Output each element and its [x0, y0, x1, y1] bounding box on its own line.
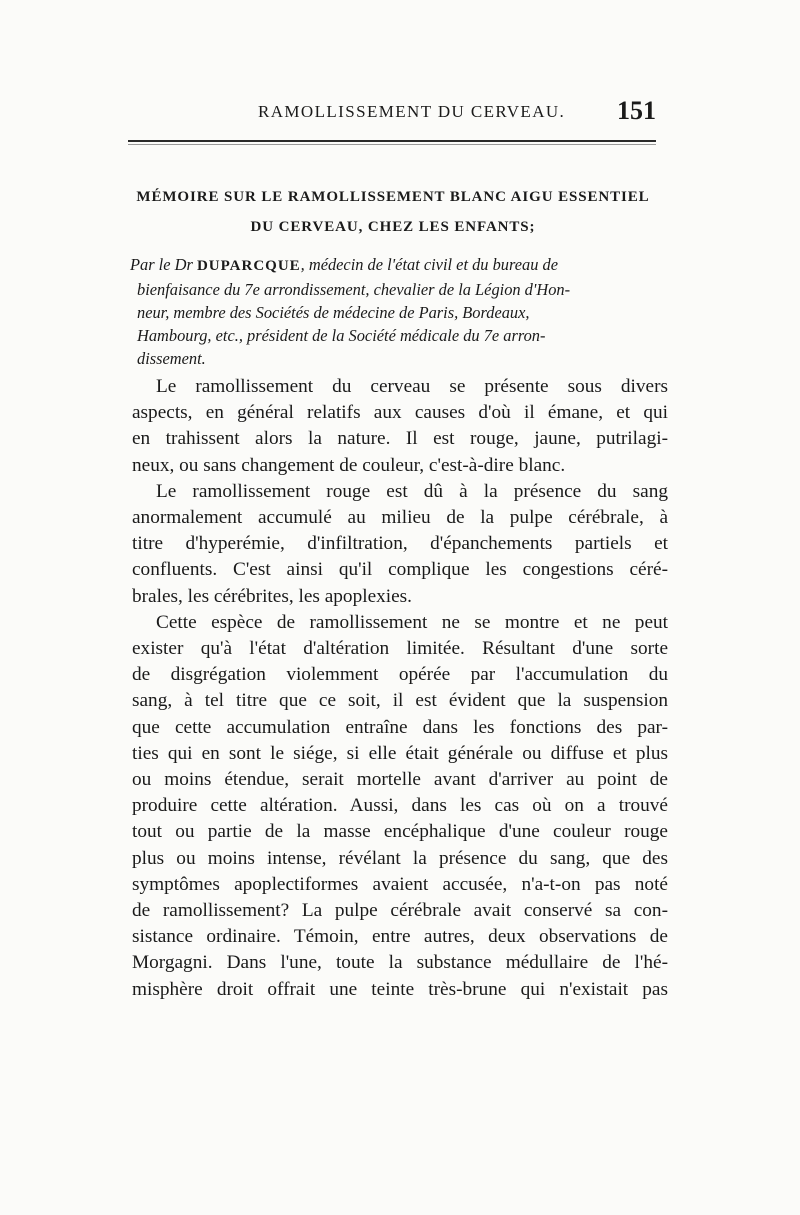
body-line-3: en trahissent alors la nature. Il est rouge, jaune, putrilagi-	[132, 428, 668, 450]
byline-line-4: Hambourg, etc., président de la Société médicale du 7e arron-	[137, 326, 546, 345]
body-line-6: anormalement accumulé au milieu de la pulpe cérébrale, à	[132, 507, 668, 529]
body-line-10: Cette espèce de ramollissement ne se montre et ne peut	[156, 611, 668, 633]
byline-line-1	[130, 253, 656, 278]
body-line-19: plus ou moins intense, révélant la présence du sang, que des	[132, 847, 668, 869]
body-line-4: neux, ou sans changement de couleur, c'est-à-dire blanc.	[132, 454, 566, 476]
header-rule	[128, 140, 656, 142]
memoir-title	[130, 182, 656, 242]
body-line-15: ties qui en sont le siége, si elle était générale ou diffuse et plus	[132, 742, 668, 764]
body-line-20: symptômes apoplectiformes avaient accusée, n'a-t-on pas noté	[132, 873, 668, 895]
body-line-18: tout ou partie de la masse encéphalique d'une couleur rouge	[132, 821, 668, 843]
body-line-7: titre d'hyperémie, d'infiltration, d'épanchements partiels et	[132, 533, 668, 555]
body-text	[132, 374, 668, 1003]
body-line-2: aspects, en général relatifs aux causes d'où il émane, et qui	[132, 402, 668, 424]
body-line-12: de disgrégation violemment opérée par l'accumulation du	[132, 664, 668, 686]
body-line-5: Le ramollissement rouge est dû à la présence du sang	[156, 480, 668, 502]
body-line-22: sistance ordinaire. Témoin, entre autres, deux observations de	[132, 926, 668, 948]
body-line-9: brales, les cérébrites, les apoplexies.	[132, 585, 413, 607]
body-line-17: produire cette altération. Aussi, dans les cas où on a trouvé	[132, 795, 668, 817]
memoir-title-line-2: DU CERVEAU, CHEZ LES ENFANTS;	[250, 219, 536, 235]
body-line-24: misphère droit offrait une teinte très-brune qui n'existait pas	[132, 978, 668, 1000]
byline-line-3: neur, membre des Sociétés de médecine de Paris, Bordeaux,	[137, 303, 530, 322]
page-number: 151	[617, 96, 656, 125]
author-byline	[130, 253, 656, 370]
body-line-23: Morgagni. Dans l'une, toute la substance médullaire de l'hé-	[132, 952, 668, 974]
byline-line-2: bienfaisance du 7e arrondissement, chevalier de la Légion d'Hon-	[137, 280, 571, 299]
body-line-21: de ramollissement? La pulpe cérébrale avait conservé sa con-	[132, 900, 668, 922]
body-line-8: confluents. C'est ainsi qu'il complique les congestions céré-	[132, 559, 668, 581]
body-line-14: que cette accumulation entraîne dans les fonctions des par-	[132, 716, 668, 738]
body-line-16: ou moins étendue, serait mortelle avant d'arriver au point de	[132, 769, 668, 791]
running-head	[130, 96, 656, 126]
author-name: DUPARCQUE	[196, 258, 301, 274]
running-title: RAMOLLISSEMENT DU CERVEAU.	[258, 102, 566, 121]
body-line-13: sang, à tel titre que ce soit, il est évident que la suspension	[132, 690, 668, 712]
memoir-title-line-1: MÉMOIRE SUR LE RAMOLLISSEMENT BLANC AIGU ESSENTIEL	[136, 189, 650, 205]
byline-line-5: dissement.	[137, 349, 206, 368]
byline-after-author: , médecin de l'état civil et du bureau de	[300, 255, 558, 274]
byline-prefix: Par le Dr	[130, 255, 197, 274]
body-line-1: Le ramollissement du cerveau se présente sous divers	[156, 376, 668, 397]
body-line-11: exister qu'à l'état d'altération limitée. Résultant d'une sorte	[132, 638, 668, 660]
header-rule-thin	[128, 144, 656, 145]
